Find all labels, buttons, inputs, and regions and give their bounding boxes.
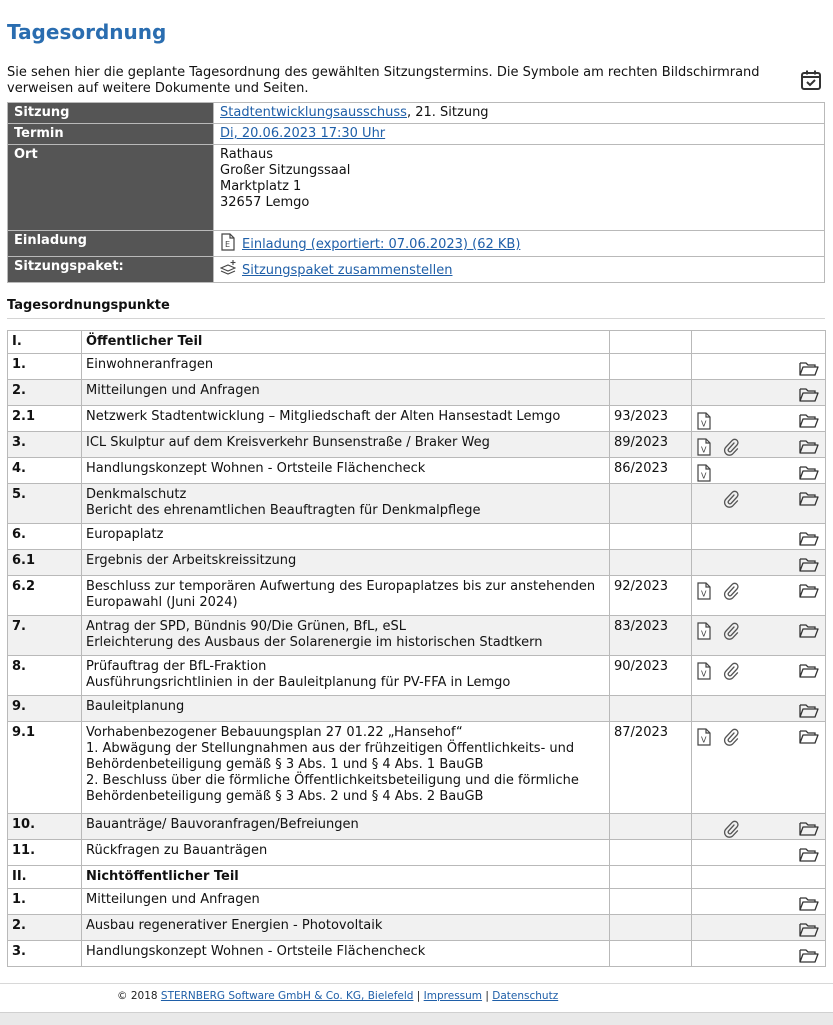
vorlage-number: [610, 941, 692, 967]
page-title: Tagesordnung: [7, 20, 167, 44]
agenda-title-line: Europawahl (Juni 2024): [86, 595, 238, 610]
folder-open-icon[interactable]: [799, 728, 819, 746]
footer-divider: [0, 983, 833, 984]
agenda-number: 4.: [8, 458, 82, 484]
agenda-number: 9.1: [8, 722, 82, 814]
agenda-number: 2.1: [8, 406, 82, 432]
agenda-title: [82, 576, 610, 616]
agenda-title-line: Ausführungsrichtlinien in der Bauleitplanung für PV-FFA in Lemgo: [86, 675, 511, 690]
vorlage-document-icon[interactable]: [695, 662, 713, 680]
vorlage-number: [610, 814, 692, 840]
agenda-number: II.: [8, 866, 82, 889]
agenda-title: [82, 331, 610, 354]
agenda-number: 3.: [8, 941, 82, 967]
sitzung-label: Sitzung: [8, 103, 214, 124]
agenda-title-line: Ausbau regenerativer Energien - Photovoltaik: [86, 918, 383, 933]
agenda-number: 2.: [8, 915, 82, 941]
vorlage-document-icon[interactable]: [695, 412, 713, 430]
agenda-number: 5.: [8, 484, 82, 524]
agenda-row: [8, 722, 826, 814]
svg-text:V: V: [701, 669, 707, 679]
agenda-heading: Tagesordnungspunkte: [7, 298, 170, 313]
agenda-actions: [692, 331, 826, 354]
agenda-title: [82, 484, 610, 524]
agenda-title-line: Prüfauftrag der BfL-Fraktion: [86, 659, 267, 674]
agenda-title-line: ICL Skulptur auf dem Kreisverkehr Bunsenstraße / Braker Weg: [86, 435, 490, 450]
vorlage-number: 92/2023: [610, 576, 692, 616]
info-row-sitzung: [8, 103, 825, 124]
svg-text:V: V: [701, 471, 707, 481]
vorlage-document-icon[interactable]: [695, 622, 713, 640]
intro-text: Sie sehen hier die geplante Tagesordnung des gewählten Sitzungstermins. Die Symbole am rechten Bildschirmrand verweisen auf weitere Dokumente und Seiten.: [7, 65, 760, 96]
agenda-title: [82, 458, 610, 484]
agenda-row: [8, 354, 826, 380]
sitzungspaket-link[interactable]: Sitzungspaket zusammenstellen: [242, 263, 453, 278]
agenda-title-line: Ergebnis der Arbeitskreissitzung: [86, 553, 297, 568]
info-row-einladung: [8, 231, 825, 257]
agenda-number: 1.: [8, 354, 82, 380]
folder-open-icon[interactable]: [799, 921, 819, 939]
agenda-section-row: [8, 331, 826, 354]
sitzung-value: [214, 103, 825, 124]
impressum-link[interactable]: Impressum: [423, 990, 483, 1002]
vorlage-number: 90/2023: [610, 656, 692, 696]
agenda-title: [82, 432, 610, 458]
agenda-row: [8, 941, 826, 967]
section-divider: [7, 318, 825, 319]
agenda-title-line: Beschluss zur temporären Aufwertung des Europaplatzes bis zur anstehenden: [86, 579, 596, 594]
info-row-sitzungspaket: [8, 257, 825, 283]
agenda-row: [8, 458, 826, 484]
info-row-termin: [8, 124, 825, 145]
agenda-number: 6.1: [8, 550, 82, 576]
agenda-title-line: Bauleitplanung: [86, 699, 185, 714]
folder-open-icon[interactable]: [799, 582, 819, 600]
agenda-number: I.: [8, 331, 82, 354]
agenda-title-line: Antrag der SPD, Bündnis 90/Die Grünen, BfL, eSL: [86, 619, 406, 634]
agenda-actions: [692, 432, 826, 458]
agenda-title-line: Vorhabenbezogener Bebauungsplan 27 01.22 „Hansehof“: [86, 725, 463, 740]
folder-open-icon[interactable]: [799, 947, 819, 965]
folder-open-icon[interactable]: [799, 662, 819, 680]
agenda-title: [82, 354, 610, 380]
agenda-title-line: Erleichterung des Ausbaus der Solarenergie im historischen Stadtkern: [86, 635, 543, 650]
agenda-actions: [692, 458, 826, 484]
copyright: © 2018: [117, 990, 158, 1002]
agenda-row: [8, 656, 826, 696]
svg-text:V: V: [701, 445, 707, 455]
vorlage-document-icon[interactable]: [695, 464, 713, 482]
agenda-title: [82, 915, 610, 941]
folder-open-icon[interactable]: [799, 530, 819, 548]
agenda-row: [8, 406, 826, 432]
agenda-actions: [692, 696, 826, 722]
vorlage-number: 83/2023: [610, 616, 692, 656]
agenda-actions: [692, 616, 826, 656]
vorlage-number: [610, 696, 692, 722]
agenda-title-line: Handlungskonzept Wohnen - Ortsteile Flächencheck: [86, 944, 426, 959]
folder-open-icon[interactable]: [799, 556, 819, 574]
ort-line: Rathaus: [220, 147, 274, 162]
sitzungspaket-value: [214, 257, 825, 283]
info-row-ort: [8, 145, 825, 231]
agenda-title-line: 1. Abwägung der Stellungnahmen aus der frühzeitigen Öffentlichkeits- und: [86, 741, 575, 756]
agenda-row: [8, 840, 826, 866]
agenda-title: [82, 524, 610, 550]
vorlage-number: [610, 866, 692, 889]
svg-text:V: V: [701, 629, 707, 639]
agenda-number: 3.: [8, 432, 82, 458]
vorlage-document-icon[interactable]: [695, 438, 713, 456]
agenda-number: 2.: [8, 380, 82, 406]
vorlage-number: [610, 354, 692, 380]
folder-open-icon[interactable]: [799, 412, 819, 430]
einladung-link[interactable]: Einladung (exportiert: 07.06.2023) (62 KB): [242, 237, 521, 252]
agenda-row: [8, 550, 826, 576]
sitzung-link[interactable]: Stadtentwicklungsausschuss: [220, 105, 407, 120]
agenda-actions: [692, 524, 826, 550]
agenda-actions: [692, 814, 826, 840]
agenda-title: [82, 941, 610, 967]
agenda-number: 8.: [8, 656, 82, 696]
paperclip-icon[interactable]: [722, 662, 740, 680]
agenda-title-line: Europaplatz: [86, 527, 164, 542]
svg-text:V: V: [701, 589, 707, 599]
document-icon: [220, 233, 236, 251]
agenda-row: [8, 576, 826, 616]
einladung-value: [214, 231, 825, 257]
folder-open-icon[interactable]: [799, 360, 819, 378]
svg-text:V: V: [701, 735, 707, 745]
termin-label: Termin: [8, 124, 214, 145]
vorlage-number: [610, 331, 692, 354]
termin-value: [214, 124, 825, 145]
folder-open-icon[interactable]: [799, 702, 819, 720]
folder-open-icon[interactable]: [799, 622, 819, 640]
agenda-title-line: Bauanträge/ Bauvoranfragen/Befreiungen: [86, 817, 359, 832]
agenda-title: [82, 550, 610, 576]
calendar-check-icon[interactable]: [799, 68, 823, 92]
agenda-title-line: Mitteilungen und Anfragen: [86, 892, 260, 907]
folder-open-icon[interactable]: [799, 820, 819, 838]
footer-separator: |: [485, 990, 489, 1002]
agenda-actions: [692, 550, 826, 576]
agenda-row: [8, 484, 826, 524]
vorlage-number: [610, 889, 692, 915]
agenda-row: [8, 380, 826, 406]
agenda-number: 11.: [8, 840, 82, 866]
agenda-actions: [692, 941, 826, 967]
agenda-actions: [692, 915, 826, 941]
agenda-title: [82, 696, 610, 722]
agenda-row: [8, 915, 826, 941]
ort-line: 32657 Lemgo: [220, 195, 310, 210]
agenda-number: 9.: [8, 696, 82, 722]
agenda-title-line: Einwohneranfragen: [86, 357, 214, 372]
vorlage-number: [610, 380, 692, 406]
paperclip-icon[interactable]: [722, 582, 740, 600]
agenda-table: [7, 330, 826, 967]
agenda-title: [82, 380, 610, 406]
paperclip-icon[interactable]: [722, 728, 740, 746]
agenda-number: 10.: [8, 814, 82, 840]
agenda-actions: [692, 722, 826, 814]
folder-open-icon[interactable]: [799, 464, 819, 482]
agenda-row: [8, 432, 826, 458]
agenda-actions: [692, 406, 826, 432]
folder-open-icon[interactable]: [799, 846, 819, 864]
agenda-number: 6.2: [8, 576, 82, 616]
agenda-title: [82, 814, 610, 840]
agenda-number: 7.: [8, 616, 82, 656]
agenda-row: [8, 696, 826, 722]
folder-open-icon[interactable]: [799, 490, 819, 508]
paperclip-icon[interactable]: [722, 820, 740, 838]
company-link[interactable]: STERNBERG Software GmbH & Co. KG, Bielefeld: [160, 990, 414, 1002]
termin-link[interactable]: Di, 20.06.2023 17:30 Uhr: [220, 126, 386, 141]
svg-text:E: E: [225, 240, 231, 249]
folder-open-icon[interactable]: [799, 438, 819, 456]
agenda-actions: [692, 866, 826, 889]
svg-text:V: V: [701, 419, 707, 429]
agenda-actions: [692, 354, 826, 380]
vorlage-number: [610, 550, 692, 576]
agenda-title: [82, 840, 610, 866]
agenda-title-line: Handlungskonzept Wohnen - Ortsteile Flächencheck: [86, 461, 426, 476]
bottom-scroll-bar: [0, 1012, 833, 1025]
paperclip-icon[interactable]: [722, 490, 740, 508]
agenda-section-row: [8, 866, 826, 889]
agenda-row: [8, 524, 826, 550]
agenda-title: [82, 406, 610, 432]
agenda-row: [8, 889, 826, 915]
vorlage-number: 87/2023: [610, 722, 692, 814]
agenda-actions: [692, 380, 826, 406]
vorlage-document-icon[interactable]: [695, 582, 713, 600]
vorlage-number: 89/2023: [610, 432, 692, 458]
agenda-title-line: Rückfragen zu Bauanträgen: [86, 843, 268, 858]
agenda-title-line: Behördenbeteiligung gemäß § 3 Abs. 1 und § 4 Abs. 1 BauGB: [86, 757, 484, 772]
sitzungspaket-label: Sitzungspaket:: [8, 257, 214, 283]
agenda-row: [8, 616, 826, 656]
agenda-title: [82, 889, 610, 915]
agenda-actions: [692, 840, 826, 866]
footer: [117, 990, 558, 1002]
agenda-title-line: Behördenbeteiligung gemäß § 3 Abs. 2 und § 4 Abs. 2 BauGB: [86, 789, 484, 804]
agenda-actions: [692, 576, 826, 616]
ort-label: Ort: [8, 145, 214, 231]
agenda-title-line: Mitteilungen und Anfragen: [86, 383, 260, 398]
meeting-info-table: [7, 102, 825, 283]
datenschutz-link[interactable]: Datenschutz: [492, 990, 559, 1002]
agenda-title-line: Öffentlicher Teil: [86, 334, 203, 349]
paperclip-icon[interactable]: [722, 622, 740, 640]
footer-separator: |: [416, 990, 421, 1002]
vorlage-number: 86/2023: [610, 458, 692, 484]
agenda-title: [82, 722, 610, 814]
agenda-title: [82, 866, 610, 889]
agenda-actions: [692, 484, 826, 524]
agenda-title-line: Bericht des ehrenamtlichen Beauftragten für Denkmalpflege: [86, 503, 481, 518]
agenda-title: [82, 616, 610, 656]
agenda-title-line: Denkmalschutz: [86, 487, 187, 502]
vorlage-number: [610, 524, 692, 550]
paperclip-icon[interactable]: [722, 438, 740, 456]
agenda-title: [82, 656, 610, 696]
agenda-title-line: Netzwerk Stadtentwicklung – Mitgliedschaft der Alten Hansestadt Lemgo: [86, 409, 561, 424]
folder-open-icon[interactable]: [799, 386, 819, 404]
ort-line: Großer Sitzungssaal: [220, 163, 351, 178]
stack-add-icon: [220, 259, 236, 277]
vorlage-number: [610, 840, 692, 866]
agenda-actions: [692, 889, 826, 915]
agenda-actions: [692, 656, 826, 696]
agenda-title-line: Nichtöffentlicher Teil: [86, 869, 239, 884]
sitzung-suffix: , 21. Sitzung: [406, 105, 489, 120]
agenda-title-line: 2. Beschluss über die förmliche Öffentlichkeitsbeteiligung und die förmliche: [86, 773, 579, 788]
folder-open-icon[interactable]: [799, 895, 819, 913]
agenda-number: 6.: [8, 524, 82, 550]
einladung-label: Einladung: [8, 231, 214, 257]
vorlage-number: [610, 484, 692, 524]
agenda-number: 1.: [8, 889, 82, 915]
agenda-row: [8, 814, 826, 840]
vorlage-number: 93/2023: [610, 406, 692, 432]
ort-value: [214, 145, 825, 231]
vorlage-number: [610, 915, 692, 941]
ort-line: Marktplatz 1: [220, 179, 302, 194]
vorlage-document-icon[interactable]: [695, 728, 713, 746]
